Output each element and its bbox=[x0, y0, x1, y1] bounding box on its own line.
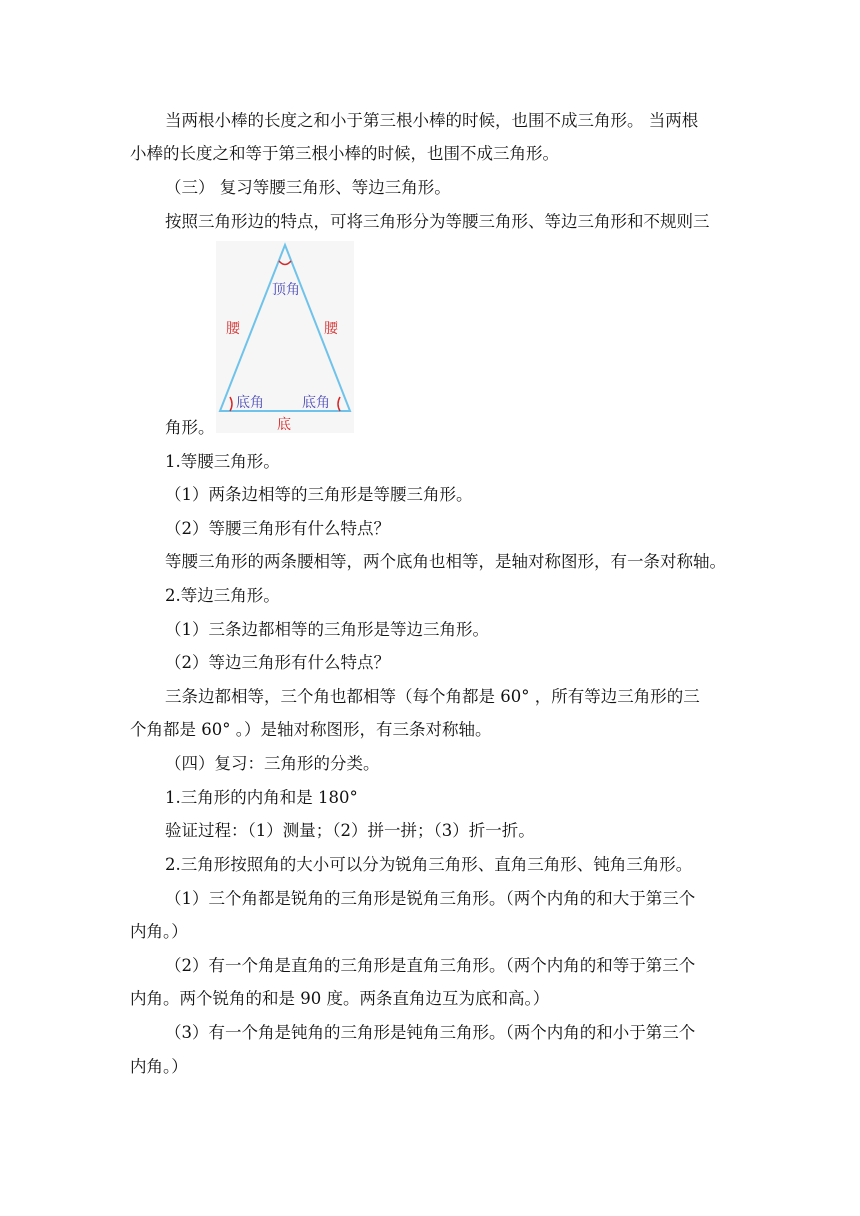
base-angle-right-label: 底角 bbox=[302, 395, 330, 411]
acute-triangle-line-1: （1）三个角都是锐角的三角形是锐角三角形。（两个内角的和大于第三个 bbox=[165, 889, 696, 908]
isosceles-triangle-figure bbox=[216, 241, 354, 433]
right-triangle-line-2: 内角。两个锐角的和是 90 度。两条直角边互为底和高。） bbox=[130, 989, 550, 1008]
obtuse-triangle-line-1: （3）有一个角是钝角的三角形是钝角三角形。（两个内角的和小于第三个 bbox=[165, 1023, 696, 1042]
isosceles-definition: （1）两条边相等的三角形是等腰三角形。 bbox=[165, 485, 473, 504]
obtuse-triangle-line-2: 内角。） bbox=[130, 1057, 188, 1076]
isosceles-triangle-diagram bbox=[216, 241, 354, 433]
acute-triangle-line-2: 内角。） bbox=[130, 922, 188, 941]
para-2-line-1: 按照三角形边的特点，可将三角形分为等腰三角形、等边三角形和不规则三 bbox=[165, 212, 710, 231]
section-4-heading: （四）复习：三角形的分类。 bbox=[165, 754, 380, 773]
equilateral-question: （2）等边三角形有什么特点？ bbox=[165, 653, 390, 672]
para-2-line-2: 角形。 bbox=[165, 418, 215, 437]
section-isosceles-heading: 1.等腰三角形。 bbox=[165, 452, 280, 471]
base-angle-left-label: 底角 bbox=[236, 395, 264, 411]
right-side-label: 腰 bbox=[324, 321, 338, 337]
isosceles-question: （2）等腰三角形有什么特点？ bbox=[165, 519, 390, 538]
verification-process: 验证过程：（1）测量；（2）拼一拼；（3）折一折。 bbox=[165, 821, 535, 840]
base-label: 底 bbox=[277, 417, 291, 433]
section-3-heading: （三） 复习等腰三角形、等边三角形。 bbox=[165, 178, 451, 197]
section-equilateral-heading: 2.等边三角形。 bbox=[165, 586, 280, 605]
para-1-line-2: 小棒的长度之和等于第三根小棒的时候，也围不成三角形。 bbox=[130, 144, 559, 163]
isosceles-answer: 等腰三角形的两条腰相等，两个底角也相等，是轴对称图形，有一条对称轴。 bbox=[165, 552, 726, 571]
left-side-label: 腰 bbox=[226, 321, 240, 337]
angle-sum-heading: 1.三角形的内角和是 180° bbox=[165, 788, 358, 807]
right-triangle-line-1: （2）有一个角是直角的三角形是直角三角形。（两个内角的和等于第三个 bbox=[165, 956, 696, 975]
apex-angle-label: 顶角 bbox=[272, 282, 300, 298]
equilateral-answer-line-1: 三条边都相等，三个角也都相等（每个角都是 60° ，所有等边三角形的三 bbox=[165, 687, 700, 706]
equilateral-answer-line-2: 个角都是 60° 。）是轴对称图形，有三条对称轴。 bbox=[130, 720, 492, 739]
para-1-line-1: 当两根小棒的长度之和小于第三根小棒的时候，也围不成三角形。 当两根 bbox=[165, 111, 699, 130]
classification-heading: 2.三角形按照角的大小可以分为锐角三角形、直角三角形、钝角三角形。 bbox=[165, 855, 693, 874]
equilateral-definition: （1）三条边都相等的三角形是等边三角形。 bbox=[165, 620, 489, 639]
